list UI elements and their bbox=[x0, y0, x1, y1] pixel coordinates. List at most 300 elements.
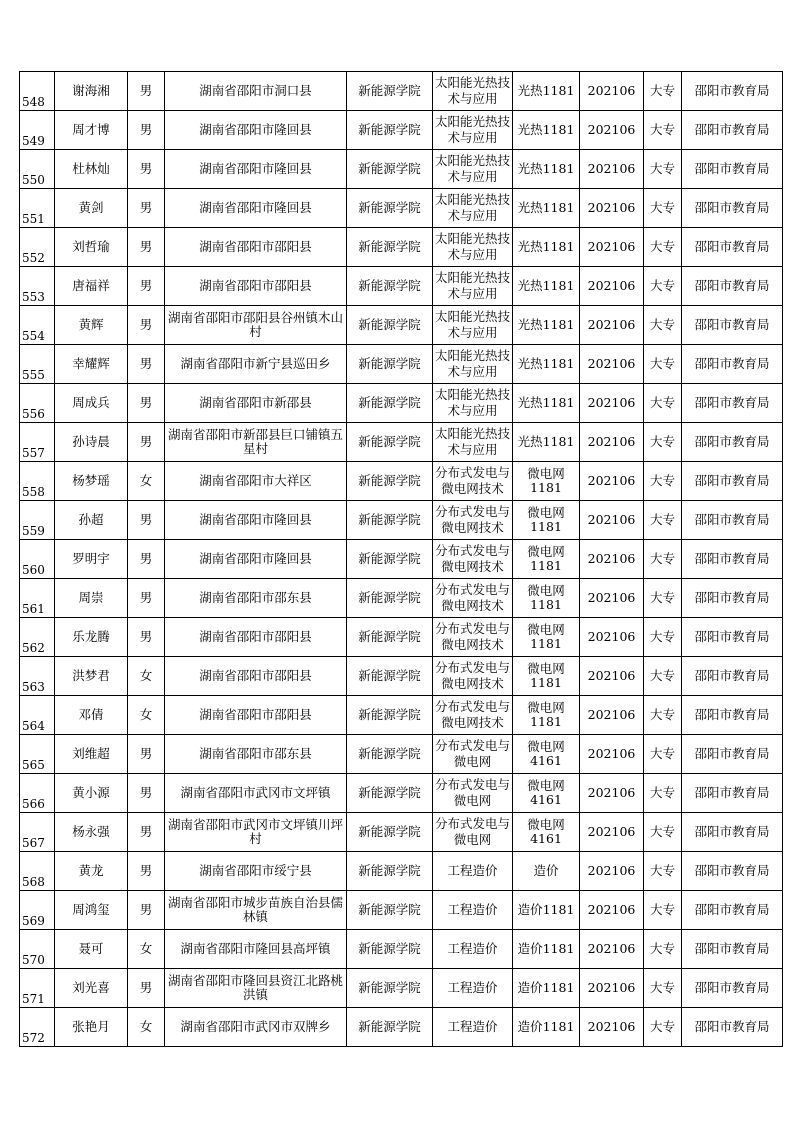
student-name bbox=[55, 579, 128, 618]
student-name-text: 聂可 bbox=[78, 942, 104, 956]
class-name bbox=[513, 501, 580, 540]
graduation-date-text: 202106 bbox=[587, 513, 636, 527]
destination-unit bbox=[682, 228, 783, 267]
gender-text: 男 bbox=[139, 591, 153, 605]
college-name bbox=[347, 774, 433, 813]
origin-address bbox=[165, 852, 347, 891]
student-name bbox=[55, 423, 128, 462]
row-number-text: 560 bbox=[22, 563, 45, 577]
student-name bbox=[55, 852, 128, 891]
major-name bbox=[433, 111, 513, 150]
class-name-text: 微电网1181 bbox=[527, 662, 565, 690]
table-row bbox=[20, 1008, 783, 1047]
major-name bbox=[433, 579, 513, 618]
major-name-text: 工程造价 bbox=[447, 980, 498, 995]
gender bbox=[128, 150, 165, 189]
row-number-text: 549 bbox=[22, 134, 45, 148]
class-name-text: 造价1181 bbox=[517, 1020, 575, 1034]
table-row bbox=[20, 696, 783, 735]
student-name bbox=[55, 813, 128, 852]
student-name bbox=[55, 345, 128, 384]
major-name bbox=[433, 735, 513, 774]
table-row bbox=[20, 111, 783, 150]
graduation-date-text: 202106 bbox=[587, 669, 636, 683]
origin-address-text: 湖南省邵阳市邵阳县 bbox=[199, 669, 312, 683]
college-name bbox=[347, 228, 433, 267]
row-number bbox=[20, 111, 55, 150]
gender-text: 男 bbox=[139, 786, 153, 800]
table-row bbox=[20, 813, 783, 852]
education-level bbox=[644, 228, 682, 267]
college-name-text: 新能源学院 bbox=[358, 591, 421, 605]
row-number bbox=[20, 423, 55, 462]
graduation-date bbox=[580, 735, 644, 774]
destination-unit-text: 邵阳市教育局 bbox=[694, 318, 770, 332]
origin-address bbox=[165, 891, 347, 930]
college-name bbox=[347, 579, 433, 618]
class-name bbox=[513, 111, 580, 150]
row-number bbox=[20, 150, 55, 189]
row-number-text: 565 bbox=[22, 758, 45, 772]
student-name bbox=[55, 930, 128, 969]
class-name bbox=[513, 735, 580, 774]
gender bbox=[128, 579, 165, 618]
college-name-text: 新能源学院 bbox=[358, 981, 421, 995]
class-name bbox=[513, 852, 580, 891]
student-name bbox=[55, 774, 128, 813]
student-name bbox=[55, 969, 128, 1008]
row-number bbox=[20, 735, 55, 774]
destination-unit-text: 邵阳市教育局 bbox=[694, 123, 770, 137]
gender bbox=[128, 345, 165, 384]
college-name-text: 新能源学院 bbox=[358, 786, 421, 800]
student-name-text: 刘光喜 bbox=[72, 981, 110, 995]
class-name-text: 造价1181 bbox=[517, 942, 575, 956]
destination-unit bbox=[682, 267, 783, 306]
row-number bbox=[20, 891, 55, 930]
graduation-date-text: 202106 bbox=[587, 1020, 636, 1034]
student-name-text: 刘哲瑜 bbox=[72, 240, 110, 254]
destination-unit-text: 邵阳市教育局 bbox=[694, 669, 770, 683]
gender bbox=[128, 72, 165, 111]
student-name-text: 黄辉 bbox=[78, 318, 104, 332]
gender-text: 男 bbox=[139, 84, 153, 98]
student-roster-table bbox=[19, 71, 783, 1047]
destination-unit-text: 邵阳市教育局 bbox=[694, 279, 770, 293]
college-name-text: 新能源学院 bbox=[358, 630, 421, 644]
destination-unit-text: 邵阳市教育局 bbox=[694, 474, 770, 488]
gender-text: 男 bbox=[139, 552, 153, 566]
class-name-text: 微电网1181 bbox=[527, 623, 565, 651]
education-level-text: 大专 bbox=[649, 864, 675, 878]
row-number-text: 548 bbox=[22, 95, 45, 109]
table-row bbox=[20, 267, 783, 306]
class-name bbox=[513, 891, 580, 930]
college-name bbox=[347, 345, 433, 384]
student-name bbox=[55, 696, 128, 735]
major-name bbox=[433, 228, 513, 267]
gender-text: 男 bbox=[139, 357, 153, 371]
destination-unit-text: 邵阳市教育局 bbox=[694, 864, 770, 878]
destination-unit bbox=[682, 735, 783, 774]
row-number bbox=[20, 189, 55, 228]
college-name bbox=[347, 930, 433, 969]
graduation-date bbox=[580, 579, 644, 618]
class-name bbox=[513, 618, 580, 657]
class-name-text: 造价 bbox=[533, 864, 559, 878]
table-row bbox=[20, 657, 783, 696]
major-name-text: 太阳能光热技术与应用 bbox=[434, 114, 510, 145]
education-level bbox=[644, 189, 682, 228]
graduation-date bbox=[580, 150, 644, 189]
major-name-text: 分布式发电与微电网 bbox=[434, 816, 510, 847]
graduation-date bbox=[580, 969, 644, 1008]
table-row bbox=[20, 891, 783, 930]
college-name bbox=[347, 384, 433, 423]
row-number bbox=[20, 579, 55, 618]
gender bbox=[128, 852, 165, 891]
row-number-text: 551 bbox=[22, 212, 45, 226]
gender bbox=[128, 384, 165, 423]
college-name-text: 新能源学院 bbox=[358, 903, 421, 917]
origin-address-text: 湖南省邵阳市隆回县 bbox=[199, 123, 312, 137]
table-row bbox=[20, 150, 783, 189]
gender bbox=[128, 111, 165, 150]
origin-address bbox=[165, 345, 347, 384]
origin-address-text: 湖南省邵阳市武冈市双牌乡 bbox=[180, 1020, 331, 1034]
graduation-date-text: 202106 bbox=[587, 162, 636, 176]
origin-address bbox=[165, 267, 347, 306]
class-name bbox=[513, 228, 580, 267]
destination-unit-text: 邵阳市教育局 bbox=[694, 942, 770, 956]
class-name-text: 微电网1181 bbox=[527, 545, 565, 573]
college-name-text: 新能源学院 bbox=[358, 513, 421, 527]
gender bbox=[128, 930, 165, 969]
major-name bbox=[433, 618, 513, 657]
origin-address-text: 湖南省邵阳市武冈市文坪镇 bbox=[180, 786, 331, 800]
gender bbox=[128, 1008, 165, 1047]
gender-text: 男 bbox=[139, 981, 153, 995]
gender bbox=[128, 267, 165, 306]
row-number bbox=[20, 618, 55, 657]
origin-address-text: 湖南省邵阳市城步苗族自治县儒林镇 bbox=[167, 896, 343, 924]
college-name bbox=[347, 696, 433, 735]
destination-unit bbox=[682, 1008, 783, 1047]
graduation-date-text: 202106 bbox=[587, 981, 636, 995]
row-number bbox=[20, 501, 55, 540]
student-name bbox=[55, 111, 128, 150]
destination-unit bbox=[682, 657, 783, 696]
table-row bbox=[20, 189, 783, 228]
gender bbox=[128, 423, 165, 462]
graduation-date bbox=[580, 501, 644, 540]
gender bbox=[128, 228, 165, 267]
college-name bbox=[347, 267, 433, 306]
graduation-date-text: 202106 bbox=[587, 708, 636, 722]
major-name bbox=[433, 345, 513, 384]
class-name bbox=[513, 969, 580, 1008]
student-name-text: 洪梦君 bbox=[72, 669, 110, 683]
college-name-text: 新能源学院 bbox=[358, 162, 421, 176]
row-number-text: 553 bbox=[22, 290, 45, 304]
origin-address-text: 湖南省邵阳市隆回县 bbox=[199, 552, 312, 566]
graduation-date bbox=[580, 1008, 644, 1047]
education-level-text: 大专 bbox=[649, 123, 675, 137]
class-name bbox=[513, 462, 580, 501]
graduation-date bbox=[580, 345, 644, 384]
gender bbox=[128, 657, 165, 696]
education-level bbox=[644, 150, 682, 189]
graduation-date-text: 202106 bbox=[587, 84, 636, 98]
row-number bbox=[20, 813, 55, 852]
row-number bbox=[20, 462, 55, 501]
graduation-date-text: 202106 bbox=[587, 474, 636, 488]
major-name-text: 分布式发电与微电网技术 bbox=[434, 504, 510, 535]
major-name-text: 工程造价 bbox=[447, 863, 498, 878]
gender bbox=[128, 540, 165, 579]
graduation-date bbox=[580, 540, 644, 579]
row-number-text: 561 bbox=[22, 602, 45, 616]
destination-unit-text: 邵阳市教育局 bbox=[694, 201, 770, 215]
gender bbox=[128, 891, 165, 930]
student-name bbox=[55, 306, 128, 345]
table-row bbox=[20, 969, 783, 1008]
origin-address bbox=[165, 501, 347, 540]
major-name-text: 分布式发电与微电网 bbox=[434, 777, 510, 808]
origin-address bbox=[165, 462, 347, 501]
destination-unit-text: 邵阳市教育局 bbox=[694, 396, 770, 410]
student-name-text: 幸耀辉 bbox=[72, 357, 110, 371]
gender-text: 男 bbox=[139, 747, 153, 761]
education-level-text: 大专 bbox=[649, 357, 675, 371]
graduation-date bbox=[580, 267, 644, 306]
college-name bbox=[347, 852, 433, 891]
class-name-text: 光热1181 bbox=[517, 123, 575, 137]
row-number bbox=[20, 540, 55, 579]
row-number-text: 556 bbox=[22, 407, 45, 421]
table-row bbox=[20, 462, 783, 501]
origin-address-text: 湖南省邵阳市邵东县 bbox=[199, 747, 312, 761]
gender bbox=[128, 618, 165, 657]
graduation-date-text: 202106 bbox=[587, 240, 636, 254]
row-number-text: 554 bbox=[22, 329, 45, 343]
major-name bbox=[433, 423, 513, 462]
destination-unit-text: 邵阳市教育局 bbox=[694, 513, 770, 527]
major-name-text: 分布式发电与微电网技术 bbox=[434, 543, 510, 574]
origin-address bbox=[165, 696, 347, 735]
education-level bbox=[644, 969, 682, 1008]
gender bbox=[128, 306, 165, 345]
table-row bbox=[20, 423, 783, 462]
education-level bbox=[644, 306, 682, 345]
gender-text: 女 bbox=[139, 474, 153, 488]
major-name-text: 太阳能光热技术与应用 bbox=[434, 231, 510, 262]
graduation-date-text: 202106 bbox=[587, 552, 636, 566]
education-level-text: 大专 bbox=[649, 474, 675, 488]
gender bbox=[128, 774, 165, 813]
origin-address bbox=[165, 579, 347, 618]
row-number bbox=[20, 657, 55, 696]
origin-address-text: 湖南省邵阳市洞口县 bbox=[199, 84, 312, 98]
gender bbox=[128, 696, 165, 735]
education-level-text: 大专 bbox=[649, 747, 675, 761]
college-name-text: 新能源学院 bbox=[358, 123, 421, 137]
major-name-text: 分布式发电与微电网 bbox=[434, 738, 510, 769]
student-name-text: 周鸿玺 bbox=[72, 903, 110, 917]
student-name-text: 孙超 bbox=[78, 513, 104, 527]
student-name-text: 邓倩 bbox=[78, 708, 104, 722]
row-number-text: 555 bbox=[22, 368, 45, 382]
class-name-text: 微电网4161 bbox=[527, 818, 565, 846]
destination-unit bbox=[682, 618, 783, 657]
student-name-text: 罗明宇 bbox=[72, 552, 110, 566]
college-name bbox=[347, 657, 433, 696]
education-level-text: 大专 bbox=[649, 1020, 675, 1034]
origin-address bbox=[165, 813, 347, 852]
destination-unit-text: 邵阳市教育局 bbox=[694, 591, 770, 605]
class-name bbox=[513, 384, 580, 423]
class-name bbox=[513, 345, 580, 384]
class-name-text: 造价1181 bbox=[517, 981, 575, 995]
class-name-text: 光热1181 bbox=[517, 435, 575, 449]
student-name-text: 孙诗晨 bbox=[72, 435, 110, 449]
origin-address bbox=[165, 774, 347, 813]
row-number-text: 552 bbox=[22, 251, 45, 265]
origin-address bbox=[165, 540, 347, 579]
row-number-text: 562 bbox=[22, 641, 45, 655]
destination-unit bbox=[682, 462, 783, 501]
table-row bbox=[20, 852, 783, 891]
education-level bbox=[644, 462, 682, 501]
student-name-text: 张艳月 bbox=[72, 1020, 110, 1034]
class-name bbox=[513, 306, 580, 345]
row-number-text: 569 bbox=[22, 914, 45, 928]
gender-text: 男 bbox=[139, 201, 153, 215]
graduation-date-text: 202106 bbox=[587, 279, 636, 293]
gender-text: 女 bbox=[139, 669, 153, 683]
row-number-text: 567 bbox=[22, 836, 45, 850]
student-name bbox=[55, 72, 128, 111]
row-number bbox=[20, 267, 55, 306]
major-name-text: 太阳能光热技术与应用 bbox=[434, 348, 510, 379]
destination-unit-text: 邵阳市教育局 bbox=[694, 747, 770, 761]
college-name-text: 新能源学院 bbox=[358, 435, 421, 449]
row-number-text: 550 bbox=[22, 173, 45, 187]
origin-address bbox=[165, 189, 347, 228]
gender-text: 男 bbox=[139, 630, 153, 644]
major-name-text: 分布式发电与微电网技术 bbox=[434, 699, 510, 730]
class-name bbox=[513, 579, 580, 618]
major-name-text: 太阳能光热技术与应用 bbox=[434, 387, 510, 418]
major-name-text: 太阳能光热技术与应用 bbox=[434, 75, 510, 106]
college-name bbox=[347, 423, 433, 462]
education-level bbox=[644, 774, 682, 813]
gender bbox=[128, 969, 165, 1008]
major-name bbox=[433, 462, 513, 501]
student-name-text: 唐福祥 bbox=[72, 279, 110, 293]
destination-unit-text: 邵阳市教育局 bbox=[694, 240, 770, 254]
destination-unit bbox=[682, 150, 783, 189]
college-name-text: 新能源学院 bbox=[358, 357, 421, 371]
graduation-date-text: 202106 bbox=[587, 864, 636, 878]
graduation-date-text: 202106 bbox=[587, 825, 636, 839]
major-name bbox=[433, 657, 513, 696]
row-number bbox=[20, 384, 55, 423]
gender-text: 男 bbox=[139, 396, 153, 410]
gender-text: 男 bbox=[139, 279, 153, 293]
row-number bbox=[20, 969, 55, 1008]
student-name bbox=[55, 501, 128, 540]
college-name bbox=[347, 540, 433, 579]
gender-text: 男 bbox=[139, 864, 153, 878]
graduation-date bbox=[580, 774, 644, 813]
destination-unit-text: 邵阳市教育局 bbox=[694, 708, 770, 722]
class-name-text: 光热1181 bbox=[517, 279, 575, 293]
graduation-date-text: 202106 bbox=[587, 435, 636, 449]
class-name bbox=[513, 540, 580, 579]
student-name-text: 周成兵 bbox=[72, 396, 110, 410]
student-name bbox=[55, 228, 128, 267]
destination-unit bbox=[682, 111, 783, 150]
class-name bbox=[513, 930, 580, 969]
education-level-text: 大专 bbox=[649, 162, 675, 176]
class-name-text: 微电网1181 bbox=[527, 584, 565, 612]
origin-address-text: 湖南省邵阳市邵东县 bbox=[199, 591, 312, 605]
class-name-text: 微电网1181 bbox=[527, 467, 565, 495]
class-name-text: 微电网1181 bbox=[527, 506, 565, 534]
student-name-text: 周才博 bbox=[72, 123, 110, 137]
student-name-text: 黄小源 bbox=[72, 786, 110, 800]
education-level-text: 大专 bbox=[649, 825, 675, 839]
college-name-text: 新能源学院 bbox=[358, 1020, 421, 1034]
education-level-text: 大专 bbox=[649, 708, 675, 722]
education-level bbox=[644, 1008, 682, 1047]
origin-address bbox=[165, 111, 347, 150]
major-name bbox=[433, 150, 513, 189]
destination-unit-text: 邵阳市教育局 bbox=[694, 84, 770, 98]
origin-address-text: 湖南省邵阳市武冈市文坪镇川坪村 bbox=[167, 818, 343, 846]
row-number-text: 563 bbox=[22, 680, 45, 694]
college-name bbox=[347, 735, 433, 774]
college-name bbox=[347, 72, 433, 111]
row-number bbox=[20, 930, 55, 969]
destination-unit bbox=[682, 930, 783, 969]
gender-text: 女 bbox=[139, 708, 153, 722]
class-name-text: 微电网4161 bbox=[527, 779, 565, 807]
table-row bbox=[20, 72, 783, 111]
college-name bbox=[347, 150, 433, 189]
graduation-date bbox=[580, 930, 644, 969]
destination-unit bbox=[682, 852, 783, 891]
student-name-text: 刘维超 bbox=[72, 747, 110, 761]
major-name-text: 太阳能光热技术与应用 bbox=[434, 153, 510, 184]
graduation-date-text: 202106 bbox=[587, 123, 636, 137]
destination-unit bbox=[682, 72, 783, 111]
major-name bbox=[433, 384, 513, 423]
row-number bbox=[20, 228, 55, 267]
class-name-text: 光热1181 bbox=[517, 240, 575, 254]
row-number bbox=[20, 72, 55, 111]
destination-unit bbox=[682, 774, 783, 813]
education-level bbox=[644, 72, 682, 111]
destination-unit-text: 邵阳市教育局 bbox=[694, 162, 770, 176]
education-level bbox=[644, 579, 682, 618]
education-level-text: 大专 bbox=[649, 591, 675, 605]
graduation-date bbox=[580, 228, 644, 267]
class-name bbox=[513, 813, 580, 852]
education-level-text: 大专 bbox=[649, 396, 675, 410]
origin-address-text: 湖南省邵阳市隆回县 bbox=[199, 513, 312, 527]
